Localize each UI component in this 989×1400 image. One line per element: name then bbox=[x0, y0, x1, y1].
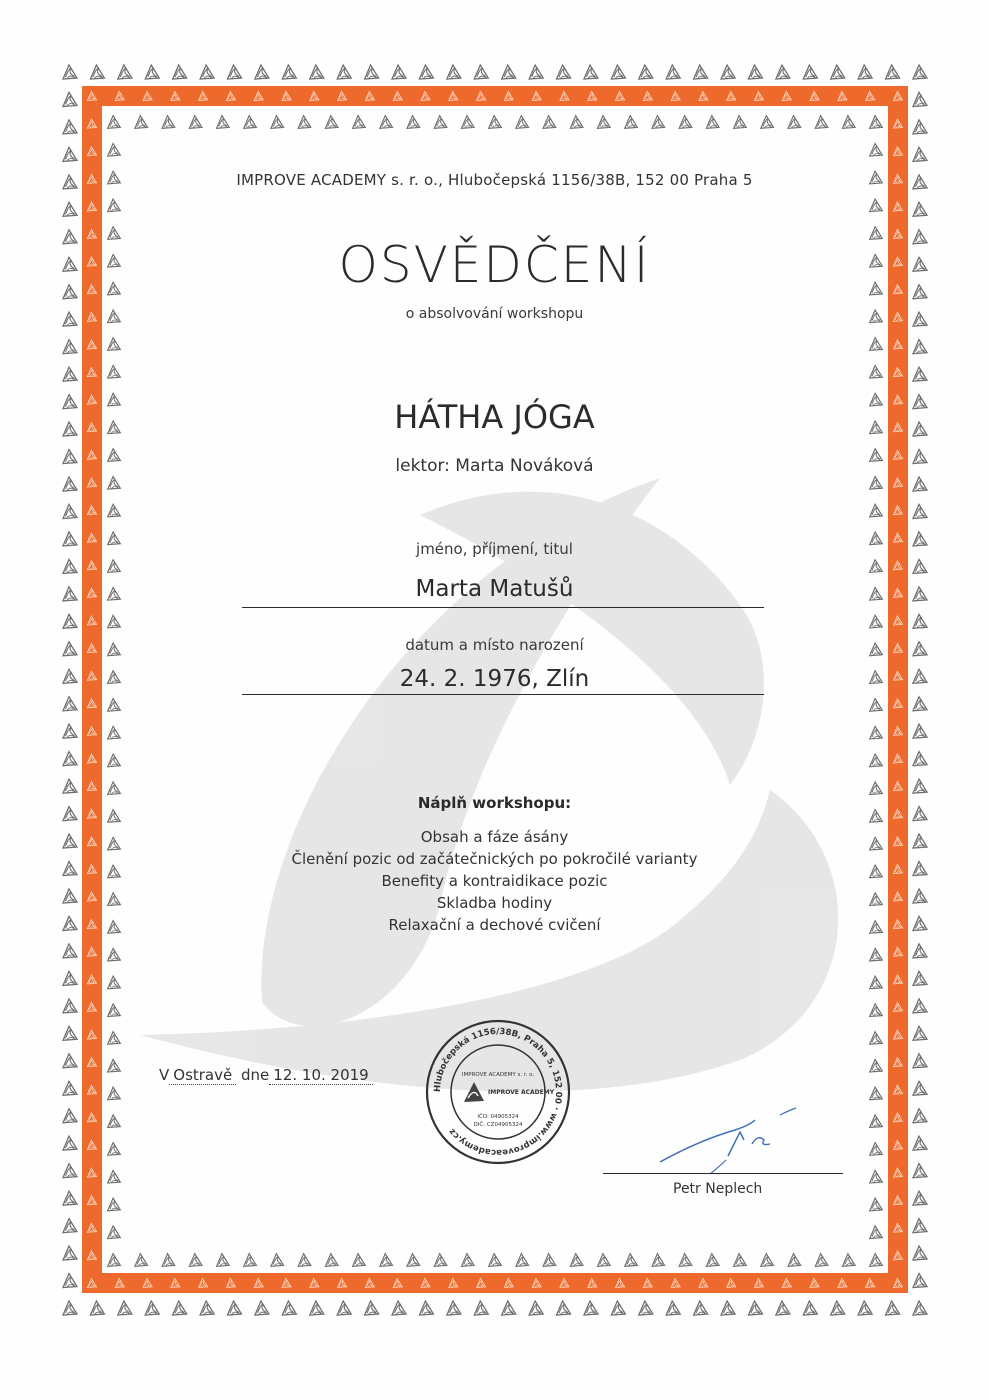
triangle-swirl-logo-icon bbox=[90, 65, 104, 79]
triangle-swirl-logo-icon bbox=[228, 65, 242, 79]
triangle-swirl-logo-icon bbox=[353, 116, 366, 129]
name-field-value: Marta Matušů bbox=[415, 576, 574, 602]
triangle-swirl-logo-icon bbox=[842, 1254, 855, 1267]
stamp-ico: IČO: 04905324 bbox=[477, 1114, 519, 1120]
triangle-swirl-logo-icon bbox=[108, 1087, 121, 1100]
triangle-swirl-logo-icon bbox=[108, 1226, 121, 1239]
triangle-swirl-logo-icon bbox=[598, 116, 611, 129]
triangle-swirl-logo-icon bbox=[913, 752, 927, 766]
triangle-swirl-logo-icon bbox=[652, 1254, 665, 1267]
triangle-swirl-logo-icon bbox=[407, 1254, 420, 1267]
triangle-swirl-logo-icon bbox=[886, 1301, 900, 1315]
triangle-swirl-logo-icon bbox=[803, 1301, 817, 1315]
triangle-swirl-logo-icon bbox=[63, 1081, 77, 1095]
triangle-swirl-logo-icon bbox=[611, 65, 625, 79]
triangle-swirl-logo-icon bbox=[543, 1254, 556, 1267]
list-item: Obsah a fáze ásány bbox=[420, 828, 569, 846]
triangle-swirl-logo-icon bbox=[913, 944, 927, 958]
triangle-swirl-logo-icon bbox=[870, 976, 883, 989]
triangle-swirl-logo-icon bbox=[679, 1254, 692, 1267]
triangle-swirl-logo-icon bbox=[108, 1198, 121, 1211]
triangle-swirl-logo-icon bbox=[831, 1301, 845, 1315]
triangle-swirl-logo-icon bbox=[63, 724, 77, 738]
triangle-swirl-logo-icon bbox=[516, 116, 529, 129]
birth-field-label: datum a místo narození bbox=[405, 636, 584, 654]
triangle-swirl-logo-icon bbox=[598, 1254, 611, 1267]
triangle-swirl-logo-icon bbox=[217, 1254, 230, 1267]
triangle-swirl-logo-icon bbox=[63, 697, 77, 711]
triangle-swirl-logo-icon bbox=[63, 367, 77, 381]
triangle-swirl-logo-icon bbox=[815, 1254, 828, 1267]
triangle-swirl-logo-icon bbox=[108, 504, 121, 517]
triangle-swirl-logo-icon bbox=[913, 1136, 927, 1150]
workshop-content-list bbox=[0, 826, 989, 936]
triangle-swirl-logo-icon bbox=[570, 1254, 583, 1267]
triangle-swirl-logo-icon bbox=[913, 1191, 927, 1205]
triangle-swirl-logo-icon bbox=[815, 116, 828, 129]
triangle-swirl-logo-icon bbox=[108, 477, 121, 490]
triangle-swirl-logo-icon bbox=[913, 147, 927, 161]
triangle-swirl-logo-icon bbox=[108, 199, 121, 212]
triangle-swirl-logo-icon bbox=[108, 948, 121, 961]
triangle-swirl-logo-icon bbox=[858, 65, 872, 79]
triangle-swirl-logo-icon bbox=[913, 779, 927, 793]
triangle-swirl-logo-icon bbox=[913, 724, 927, 738]
triangle-swirl-logo-icon bbox=[870, 1143, 883, 1156]
triangle-swirl-logo-icon bbox=[407, 116, 420, 129]
triangle-swirl-logo-icon bbox=[489, 116, 502, 129]
triangle-swirl-logo-icon bbox=[325, 1254, 338, 1267]
triangle-swirl-logo-icon bbox=[108, 1004, 121, 1017]
triangle-swirl-logo-icon bbox=[173, 1301, 187, 1315]
triangle-swirl-logo-icon bbox=[135, 116, 148, 129]
triangle-swirl-logo-icon bbox=[189, 116, 202, 129]
triangle-swirl-logo-icon bbox=[108, 782, 121, 795]
triangle-swirl-logo-icon bbox=[108, 1032, 121, 1045]
triangle-swirl-logo-icon bbox=[913, 65, 927, 79]
triangle-swirl-logo-icon bbox=[913, 1109, 927, 1123]
stamp-dic: DIČ: CZ04905324 bbox=[473, 1122, 523, 1128]
triangle-swirl-logo-icon bbox=[870, 116, 883, 129]
triangle-swirl-logo-icon bbox=[870, 143, 883, 156]
triangle-swirl-logo-icon bbox=[502, 65, 516, 79]
triangle-swirl-logo-icon bbox=[447, 1301, 461, 1315]
triangle-swirl-logo-icon bbox=[461, 116, 474, 129]
triangle-swirl-logo-icon bbox=[325, 116, 338, 129]
triangle-swirl-logo-icon bbox=[913, 971, 927, 985]
triangle-swirl-logo-icon bbox=[913, 1301, 927, 1315]
triangle-swirl-logo-icon bbox=[870, 199, 883, 212]
triangle-swirl-logo-icon bbox=[90, 1301, 104, 1315]
academy-logo-watermark bbox=[140, 478, 838, 1092]
triangle-swirl-logo-icon bbox=[913, 999, 927, 1013]
triangle-swirl-logo-icon bbox=[392, 1301, 406, 1315]
triangle-swirl-logo-icon bbox=[108, 726, 121, 739]
triangle-swirl-logo-icon bbox=[529, 65, 543, 79]
triangle-swirl-logo-icon bbox=[365, 1301, 379, 1315]
triangle-swirl-logo-icon bbox=[529, 1301, 543, 1315]
triangle-swirl-logo-icon bbox=[337, 65, 351, 79]
triangle-swirl-logo-icon bbox=[870, 504, 883, 517]
triangle-swirl-logo-icon bbox=[913, 340, 927, 354]
triangle-swirl-logo-icon bbox=[63, 752, 77, 766]
triangle-swirl-logo-icon bbox=[108, 338, 121, 351]
triangle-swirl-logo-icon bbox=[63, 944, 77, 958]
triangle-swirl-logo-icon bbox=[63, 202, 77, 216]
triangle-swirl-logo-icon bbox=[706, 1254, 719, 1267]
triangle-swirl-logo-icon bbox=[870, 560, 883, 573]
triangle-swirl-logo-icon bbox=[489, 1254, 502, 1267]
triangle-swirl-logo-icon bbox=[870, 726, 883, 739]
triangle-swirl-logo-icon bbox=[63, 779, 77, 793]
triangle-swirl-logo-icon bbox=[913, 559, 927, 573]
triangle-swirl-logo-icon bbox=[108, 1059, 121, 1072]
issuer-address: IMPROVE ACADEMY s. r. o., Hlubočepská 1156/38B, 152 00 Praha 5 bbox=[236, 171, 753, 189]
triangle-swirl-logo-icon bbox=[365, 65, 379, 79]
triangle-swirl-logo-icon bbox=[666, 1301, 680, 1315]
triangle-swirl-logo-icon bbox=[913, 92, 927, 106]
triangle-swirl-logo-icon bbox=[108, 1170, 121, 1183]
triangle-swirl-logo-icon bbox=[870, 1254, 883, 1267]
company-stamp bbox=[424, 1018, 572, 1166]
triangle-swirl-logo-icon bbox=[108, 1143, 121, 1156]
triangle-swirl-logo-icon bbox=[788, 1254, 801, 1267]
triangle-swirl-logo-icon bbox=[108, 366, 121, 379]
triangle-swirl-logo-icon bbox=[734, 116, 747, 129]
triangle-swirl-logo-icon bbox=[255, 1301, 269, 1315]
triangle-swirl-logo-icon bbox=[788, 116, 801, 129]
list-item: Členění pozic od začátečnických po pokročilé varianty bbox=[291, 850, 698, 868]
triangle-swirl-logo-icon bbox=[913, 1026, 927, 1040]
triangle-swirl-logo-icon bbox=[63, 999, 77, 1013]
triangle-swirl-logo-icon bbox=[461, 1254, 474, 1267]
triangle-swirl-logo-icon bbox=[434, 1254, 447, 1267]
triangle-swirl-logo-icon bbox=[474, 1301, 488, 1315]
triangle-swirl-logo-icon bbox=[584, 1301, 598, 1315]
triangle-swirl-logo-icon bbox=[282, 1301, 296, 1315]
stamp-company: IMPROVE ACADEMY s. r. o. bbox=[461, 1072, 535, 1078]
triangle-swirl-logo-icon bbox=[913, 202, 927, 216]
stamp-logo-text: IMPROVE ACADEMY bbox=[488, 1089, 555, 1096]
triangle-swirl-logo-icon bbox=[842, 116, 855, 129]
triangle-swirl-logo-icon bbox=[870, 338, 883, 351]
triangle-swirl-logo-icon bbox=[557, 65, 571, 79]
triangle-swirl-logo-icon bbox=[282, 65, 296, 79]
triangle-swirl-logo-icon bbox=[63, 1026, 77, 1040]
lecturer-name: lektor: Marta Nováková bbox=[395, 456, 594, 476]
triangle-swirl-logo-icon bbox=[63, 1246, 77, 1260]
triangle-swirl-logo-icon bbox=[516, 1254, 529, 1267]
triangle-swirl-logo-icon bbox=[63, 559, 77, 573]
triangle-swirl-logo-icon bbox=[913, 614, 927, 628]
triangle-swirl-logo-icon bbox=[145, 65, 159, 79]
triangle-swirl-logo-icon bbox=[298, 116, 311, 129]
triangle-swirl-logo-icon bbox=[108, 976, 121, 989]
triangle-swirl-logo-icon bbox=[419, 1301, 433, 1315]
triangle-swirl-logo-icon bbox=[870, 699, 883, 712]
triangle-swirl-logo-icon bbox=[666, 65, 680, 79]
triangle-swirl-logo-icon bbox=[392, 65, 406, 79]
course-name: HÁTHA JÓGA bbox=[394, 398, 595, 436]
triangle-swirl-logo-icon bbox=[913, 367, 927, 381]
triangle-swirl-logo-icon bbox=[584, 65, 598, 79]
triangle-swirl-logo-icon bbox=[118, 65, 132, 79]
triangle-swirl-logo-icon bbox=[63, 477, 77, 491]
triangle-swirl-logo-icon bbox=[108, 116, 121, 129]
triangle-swirl-logo-icon bbox=[913, 1081, 927, 1095]
triangle-swirl-logo-icon bbox=[63, 1109, 77, 1123]
triangle-swirl-logo-icon bbox=[694, 65, 708, 79]
triangle-swirl-logo-icon bbox=[913, 120, 927, 134]
triangle-swirl-logo-icon bbox=[200, 65, 214, 79]
triangle-swirl-logo-icon bbox=[63, 614, 77, 628]
triangle-swirl-logo-icon bbox=[108, 1254, 121, 1267]
triangle-swirl-logo-icon bbox=[706, 116, 719, 129]
triangle-swirl-logo-icon bbox=[913, 504, 927, 518]
triangle-swirl-logo-icon bbox=[63, 340, 77, 354]
triangle-swirl-logo-icon bbox=[419, 65, 433, 79]
triangle-swirl-logo-icon bbox=[353, 1254, 366, 1267]
triangle-swirl-logo-icon bbox=[63, 971, 77, 985]
triangle-swirl-logo-icon bbox=[337, 1301, 351, 1315]
triangle-swirl-logo-icon bbox=[474, 65, 488, 79]
triangle-swirl-logo-icon bbox=[63, 1219, 77, 1233]
triangle-swirl-logo-icon bbox=[173, 65, 187, 79]
triangle-swirl-logo-icon bbox=[679, 116, 692, 129]
triangle-swirl-logo-icon bbox=[271, 1254, 284, 1267]
triangle-swirl-logo-icon bbox=[694, 1301, 708, 1315]
issue-place: Ostravě bbox=[169, 1066, 236, 1085]
triangle-swirl-logo-icon bbox=[434, 116, 447, 129]
triangle-swirl-logo-icon bbox=[913, 477, 927, 491]
triangle-swirl-logo-icon bbox=[63, 1054, 77, 1068]
triangle-swirl-logo-icon bbox=[870, 1226, 883, 1239]
triangle-swirl-logo-icon bbox=[639, 1301, 653, 1315]
issue-date: 12. 10. 2019 bbox=[269, 1066, 372, 1085]
triangle-swirl-logo-icon bbox=[244, 1254, 257, 1267]
certificate-subtitle: o absolvování workshopu bbox=[405, 306, 584, 322]
triangle-swirl-logo-icon bbox=[310, 1301, 324, 1315]
triangle-swirl-logo-icon bbox=[803, 65, 817, 79]
triangle-swirl-logo-icon bbox=[913, 1164, 927, 1178]
triangle-swirl-logo-icon bbox=[761, 1254, 774, 1267]
triangle-swirl-logo-icon bbox=[63, 147, 77, 161]
triangle-swirl-logo-icon bbox=[145, 1301, 159, 1315]
list-item: Skladba hodiny bbox=[436, 894, 553, 912]
triangle-swirl-logo-icon bbox=[886, 65, 900, 79]
list-item: Benefity a kontraidikace pozic bbox=[381, 872, 608, 890]
triangle-swirl-logo-icon bbox=[776, 65, 790, 79]
triangle-swirl-logo-icon bbox=[228, 1301, 242, 1315]
triangle-swirl-logo-icon bbox=[217, 116, 230, 129]
triangle-swirl-logo-icon bbox=[63, 1164, 77, 1178]
triangle-swirl-logo-icon bbox=[118, 1301, 132, 1315]
triangle-swirl-logo-icon bbox=[63, 1191, 77, 1205]
workshop-content-title: Náplň workshopu: bbox=[417, 794, 572, 812]
place-prefix: V bbox=[159, 1066, 170, 1084]
triangle-swirl-logo-icon bbox=[108, 615, 121, 628]
triangle-swirl-logo-icon bbox=[271, 116, 284, 129]
triangle-swirl-logo-icon bbox=[108, 754, 121, 767]
triangle-swirl-logo-icon bbox=[870, 1087, 883, 1100]
triangle-swirl-logo-icon bbox=[108, 560, 121, 573]
triangle-swirl-logo-icon bbox=[255, 65, 269, 79]
triangle-swirl-logo-icon bbox=[870, 948, 883, 961]
triangle-swirl-logo-icon bbox=[63, 65, 77, 79]
name-field-label: jméno, příjmení, titul bbox=[416, 540, 573, 558]
triangle-swirl-logo-icon bbox=[63, 92, 77, 106]
triangle-swirl-logo-icon bbox=[447, 65, 461, 79]
triangle-swirl-logo-icon bbox=[380, 116, 393, 129]
triangle-swirl-logo-icon bbox=[870, 1115, 883, 1128]
triangle-swirl-logo-icon bbox=[625, 1254, 638, 1267]
list-item: Relaxační a dechové cvičení bbox=[388, 916, 601, 934]
birth-field-value: 24. 2. 1976, Zlín bbox=[399, 666, 590, 692]
signer-name: Petr Neplech bbox=[673, 1181, 763, 1197]
triangle-swirl-logo-icon bbox=[310, 65, 324, 79]
triangle-swirl-logo-icon bbox=[913, 1219, 927, 1233]
triangle-swirl-logo-icon bbox=[913, 1246, 927, 1260]
triangle-swirl-logo-icon bbox=[162, 1254, 175, 1267]
triangle-swirl-logo-icon bbox=[639, 65, 653, 79]
triangle-swirl-logo-icon bbox=[870, 754, 883, 767]
triangle-swirl-logo-icon bbox=[734, 1254, 747, 1267]
triangle-swirl-logo-icon bbox=[502, 1301, 516, 1315]
triangle-swirl-logo-icon bbox=[870, 782, 883, 795]
place-and-date bbox=[159, 1066, 373, 1085]
triangle-swirl-logo-icon bbox=[831, 65, 845, 79]
triangle-swirl-logo-icon bbox=[870, 1004, 883, 1017]
handwritten-signature bbox=[640, 1100, 810, 1180]
triangle-swirl-logo-icon bbox=[870, 1032, 883, 1045]
triangle-swirl-logo-icon bbox=[108, 1115, 121, 1128]
triangle-swirl-logo-icon bbox=[570, 116, 583, 129]
signature-line bbox=[603, 1173, 843, 1174]
triangle-swirl-logo-icon bbox=[748, 65, 762, 79]
triangle-swirl-logo-icon bbox=[611, 1301, 625, 1315]
stamp-logo-icon bbox=[464, 1082, 484, 1102]
triangle-swirl-logo-icon bbox=[721, 65, 735, 79]
triangle-swirl-logo-icon bbox=[108, 699, 121, 712]
triangle-swirl-logo-icon bbox=[63, 1301, 77, 1315]
triangle-swirl-logo-icon bbox=[652, 116, 665, 129]
triangle-swirl-logo-icon bbox=[870, 1059, 883, 1072]
triangle-swirl-logo-icon bbox=[776, 1301, 790, 1315]
date-prefix: dne bbox=[241, 1066, 270, 1084]
triangle-swirl-logo-icon bbox=[870, 615, 883, 628]
triangle-swirl-logo-icon bbox=[162, 116, 175, 129]
triangle-swirl-logo-icon bbox=[748, 1301, 762, 1315]
triangle-swirl-logo-icon bbox=[557, 1301, 571, 1315]
triangle-swirl-logo-icon bbox=[135, 1254, 148, 1267]
triangle-swirl-logo-icon bbox=[298, 1254, 311, 1267]
triangle-swirl-logo-icon bbox=[63, 1136, 77, 1150]
triangle-swirl-logo-icon bbox=[913, 1054, 927, 1068]
triangle-swirl-logo-icon bbox=[543, 116, 556, 129]
triangle-swirl-logo-icon bbox=[625, 116, 638, 129]
triangle-swirl-logo-icon bbox=[244, 116, 257, 129]
triangle-swirl-logo-icon bbox=[870, 366, 883, 379]
triangle-swirl-logo-icon bbox=[63, 1274, 77, 1288]
triangle-swirl-logo-icon bbox=[63, 504, 77, 518]
triangle-swirl-logo-icon bbox=[63, 120, 77, 134]
stamp-ring-text: Hlubočepská 1156/38B, Praha 5, 152 00 · www.improveacademy.cz bbox=[432, 1026, 564, 1158]
name-underline bbox=[242, 607, 764, 608]
triangle-swirl-logo-icon bbox=[721, 1301, 735, 1315]
triangle-swirl-logo-icon bbox=[870, 477, 883, 490]
triangle-swirl-logo-icon bbox=[200, 1301, 214, 1315]
triangle-swirl-logo-icon bbox=[380, 1254, 393, 1267]
triangle-swirl-logo-icon bbox=[189, 1254, 202, 1267]
birth-underline bbox=[242, 694, 764, 695]
triangle-swirl-logo-icon bbox=[870, 1198, 883, 1211]
triangle-swirl-logo-icon bbox=[870, 1170, 883, 1183]
triangle-swirl-logo-icon bbox=[108, 143, 121, 156]
certificate-title: OSVĚDČENÍ bbox=[338, 236, 651, 294]
triangle-swirl-logo-icon bbox=[858, 1301, 872, 1315]
triangle-swirl-logo-icon bbox=[761, 116, 774, 129]
triangle-swirl-logo-icon bbox=[913, 697, 927, 711]
triangle-swirl-logo-icon bbox=[913, 1274, 927, 1288]
